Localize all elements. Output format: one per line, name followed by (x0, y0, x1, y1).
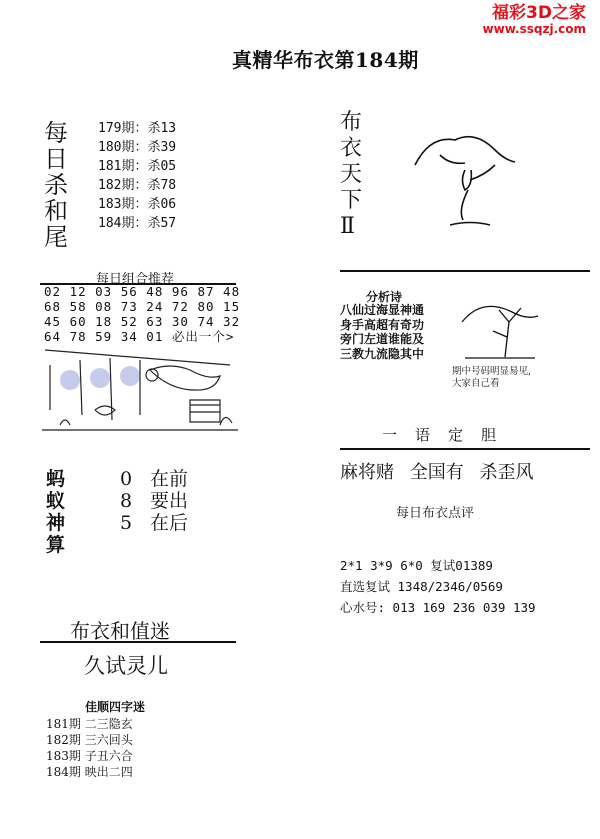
tip-line: 直选复试 1348/2346/0569 (340, 579, 503, 594)
four-item: 182期 三六回头 (46, 733, 133, 747)
tree-illustration (460, 292, 540, 362)
poem-line: 八仙过海显神通 (340, 303, 425, 317)
ant-label-char: 蚂 (46, 468, 66, 490)
ant-number: 0 (120, 468, 133, 490)
yiyu-title: 一语定胆 (382, 426, 515, 444)
poem-note-line: 大家自己看 (452, 378, 500, 389)
mix-answer: 久试灵儿 (84, 654, 168, 678)
farm-illustration (40, 330, 240, 440)
kill-label-char: 每 (44, 119, 68, 147)
ant-numbers (120, 468, 132, 534)
ant-number: 8 (120, 490, 133, 512)
right-title-char: 天 (340, 162, 363, 187)
four-item: 183期 子丑六合 (46, 749, 133, 763)
ant-number: 5 (120, 512, 133, 534)
ant-text: 在前 (150, 468, 189, 490)
tip-line: 2*1 3*9 6*0 复试01389 (340, 558, 493, 573)
ant-label (46, 468, 65, 556)
tips-list (340, 555, 536, 618)
right-title-char: Ⅱ (340, 214, 355, 239)
combo-row: 68 58 08 73 24 72 80 15 (44, 299, 241, 314)
four-item: 184期 映出二四 (46, 765, 133, 779)
poem-note (452, 366, 531, 390)
kill-item: 179期：杀13 (98, 121, 177, 136)
poem-note-line: 期中号码明显易见, (452, 366, 532, 377)
kill-label (44, 120, 68, 250)
ant-texts (150, 468, 188, 534)
right-title-char: 下 (340, 188, 363, 213)
mix-title: 布衣和值迷 (70, 619, 170, 643)
kill-item: 181期：杀05 (98, 159, 177, 174)
brand-url: www.ssqzj.com (482, 21, 586, 36)
kill-item: 180期：杀39 (98, 140, 177, 155)
right-top-divider (340, 270, 590, 272)
kill-label-char: 日 (44, 145, 68, 173)
combo-row: 64 78 59 34 01 必出一个> (44, 329, 235, 344)
kill-label-char: 和 (44, 197, 68, 225)
four-item: 181期 二三隐玄 (46, 717, 133, 731)
brand-watermark (483, 4, 586, 36)
right-title-char: 布 (340, 110, 363, 135)
brand-name: 福彩3D之家 (492, 3, 586, 23)
mountain-figure-illustration (410, 120, 520, 230)
ant-text: 要出 (150, 490, 189, 512)
combo-row: 02 12 03 56 48 96 87 48 (44, 284, 241, 299)
poem-line: 身手高超有奇功 (340, 317, 425, 332)
ant-label-char: 算 (46, 534, 66, 556)
tip-line: 心水号: 013 169 236 039 139 (340, 600, 536, 615)
kill-item: 182期：杀78 (98, 178, 177, 193)
combo-title: 每日组合推荐 (96, 272, 175, 287)
combo-row: 45 60 18 52 63 30 74 32 (44, 314, 241, 329)
yiyu-divider (340, 448, 590, 450)
ant-label-char: 蚁 (46, 490, 66, 512)
kill-list (98, 119, 176, 233)
poem-line: 旁门左道谁能及 (340, 332, 425, 346)
poem-lines (340, 303, 424, 361)
ant-text: 在后 (150, 512, 189, 534)
mix-divider (40, 641, 236, 643)
four-title: 佳顺四字迷 (85, 700, 146, 714)
poem-title: 分析诗 (366, 290, 403, 304)
kill-item: 184期：杀57 (98, 216, 177, 231)
dianping-title: 每日布衣点评 (396, 506, 475, 521)
page-title: 真精华布衣第184期 (232, 48, 419, 72)
right-title-char: 衣 (340, 136, 363, 161)
four-list (46, 716, 133, 780)
kill-label-char: 杀 (44, 171, 68, 199)
kill-label-char: 尾 (44, 223, 68, 251)
yiyu-answer: 麻将赌 全国有 杀歪风 (340, 462, 534, 483)
ant-label-char: 神 (46, 512, 66, 534)
kill-item: 183期：杀06 (98, 197, 177, 212)
poem-line: 三教九流隐其中 (340, 346, 425, 361)
right-vertical-title (340, 110, 362, 240)
